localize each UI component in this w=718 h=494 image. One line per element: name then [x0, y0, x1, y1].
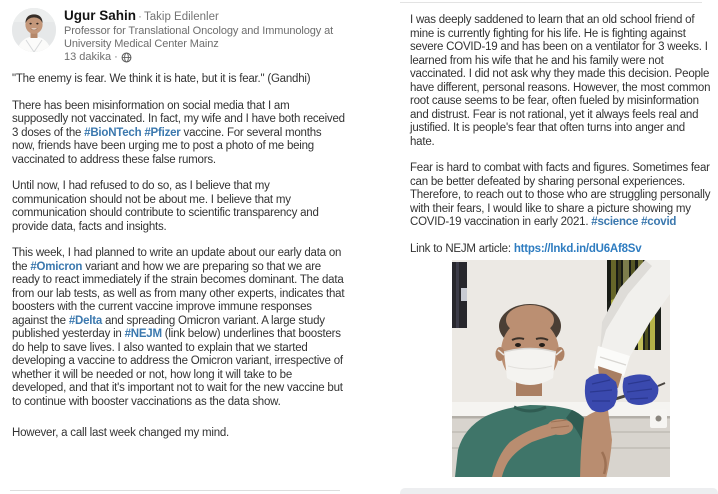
text-run: and spreading Omicron variant. A large study published yesterday in	[12, 314, 325, 340]
post-column-right	[410, 0, 712, 477]
text-run: This week, I had planned to write an update about our early data on the	[12, 247, 342, 273]
text-run: (link below) underlines that boosters do help to save lives. I also wanted to explain that we started developing a vaccine to address the Omicron variant, irrespective of whether it will be needed or not, how long it will take to be developed, and that it's important not to wait for the new vaccine but to continue with booster vaccinations as the data show.	[12, 328, 343, 408]
follow-status: Takip Edilenler	[144, 11, 219, 23]
avatar[interactable]	[12, 8, 56, 52]
photo-wall-outlet	[650, 409, 667, 428]
hashtag-delta[interactable]: #Delta	[68, 314, 103, 327]
author-name-row	[64, 8, 346, 25]
paragraph-this-week	[12, 247, 346, 409]
globe-icon	[121, 52, 132, 63]
paragraph-saddened: I was deeply saddened to learn that an old school friend of mine is currently fighting for his life. He is fighting against severe COVID-19 and has been on a ventilator for 3 weeks. I learned from his wife that he and his family were not vaccinated. I did not ask why they made this decision. People have different, personal reasons. However, the most common root cause seems to be fear, often fueled by misinformation and distrust. Fear is not rational, yet it always feels real and justified. It is people's fear that often turns into anger and hate.	[410, 14, 711, 148]
text-run: vaccine. For several months now, friends have been urging me to post a photo of me being vaccinated to address these false rumors.	[12, 126, 322, 166]
avatar-portrait	[12, 8, 56, 52]
vaccination-photo[interactable]	[452, 260, 670, 477]
paragraph-misinformation	[12, 100, 346, 168]
post-quote: "The enemy is fear. We think it is hate, but it is fear." (Gandhi)	[12, 73, 311, 85]
author-info	[64, 8, 346, 64]
post-header	[12, 0, 346, 64]
paragraph-until-now: Until now, I had refused to do so, as I believe that my communication should not be about me. I believe that my communication should contribute to scientific transparency and provide data, facts and insights.	[12, 180, 319, 233]
patient-injection-arm	[580, 410, 612, 477]
hashtag-nejm[interactable]: #NEJM	[124, 328, 162, 340]
author-headline: Professor for Translational Oncology and Immunology at University Medical Center Mainz	[64, 25, 334, 50]
text-run: variant and how we are preparing so that we are ready to react immediately if the strain becomes dominant. The data from our lab tests, as well as from many other experts, indicates that boosters with the current vaccine improve immune responses against the	[12, 260, 345, 327]
divider-line-top-right	[400, 2, 702, 3]
name-separator: ·	[138, 9, 143, 23]
hashtag-omicron[interactable]: #Omicron	[30, 260, 83, 273]
author-name[interactable]: Ugur Sahin	[64, 8, 137, 23]
paragraph-link	[410, 243, 712, 257]
post-column-left	[12, 0, 346, 441]
paragraph-however: However, a call last week changed my mind.	[12, 427, 230, 439]
text-run: There has been misinformation on social media that I am supposedly not vaccinated. In fact, my wife and I have both received 3 doses of the	[12, 99, 345, 139]
time-separator: ·	[114, 51, 118, 63]
paragraph-fear	[410, 162, 712, 230]
hashtag-science[interactable]: #science	[591, 216, 639, 228]
photo-frame-left	[452, 262, 467, 328]
timestamp-row	[64, 51, 346, 64]
hashtag-covid[interactable]: #covid	[641, 216, 677, 228]
text-run: Fear is hard to combat with facts and figures. Sometimes fear can be better defeated by sharing personal experiences. Therefore, to reach out to those who are struggling personally with their fears, I would like to share a picture showing my COVID-19 vaccination in early 2021.	[410, 162, 711, 228]
nejm-article-link[interactable]: https://lnkd.in/dU6Af8Sv	[513, 242, 642, 255]
timestamp: 13 dakika	[64, 51, 112, 63]
divider-band-bottom-right	[400, 488, 718, 494]
link-label: Link to NEJM article:	[410, 242, 514, 255]
hashtag-pfizer[interactable]: #Pfizer	[144, 126, 181, 139]
hashtag-biontech[interactable]: #BioNTech	[84, 126, 142, 139]
divider-line-bottom-left	[10, 490, 340, 491]
